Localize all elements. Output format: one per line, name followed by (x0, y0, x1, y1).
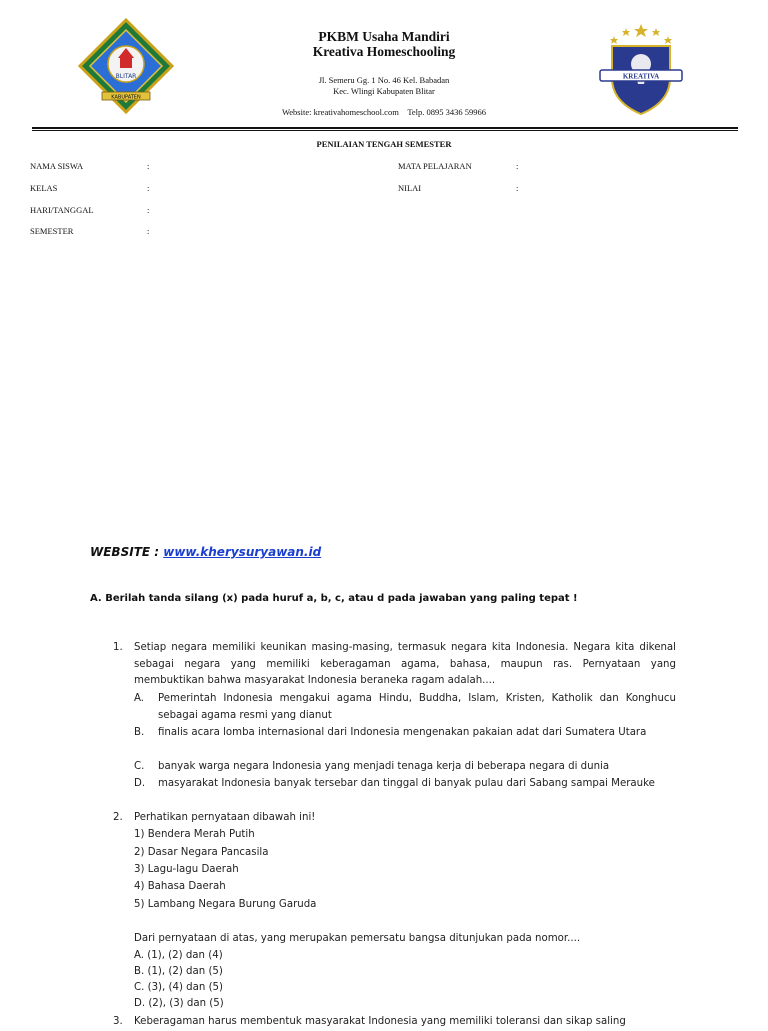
field-colon: : (147, 183, 150, 193)
field-label-kelas: KELAS (30, 183, 58, 193)
option: B. (1), (2) dan (5) (134, 966, 223, 977)
statement-item: 2) Dasar Negara Pancasila (134, 847, 269, 858)
letterhead-website: Website: kreativahomeschool.com (281, 107, 399, 117)
option: A. (1), (2) dan (4) (134, 950, 223, 961)
website-label: WEBSITE : (90, 545, 164, 559)
question-intro: Perhatikan pernyataan dibawah ini! (134, 812, 316, 823)
option-text: Pemerintah Indonesia mengakui agama Hindu, Buddha, Islam, Kristen, Katholik dan Konghucu sebagai agama resmi yang dianut (158, 693, 676, 721)
question-number: 2. (113, 812, 123, 823)
school-name: PKBM Usaha Mandiri (318, 29, 450, 44)
option-text: banyak warga negara Indonesia yang menjadi tenaga kerja di beberapa negara di dunia (158, 761, 610, 772)
exam-title: PENILAIAN TENGAH SEMESTER (316, 139, 452, 149)
field-label-hari-tanggal: HARI/TANGGAL (30, 205, 94, 215)
section-a-instruction: A. Berilah tanda silang (x) pada huruf a, b, c, atau d pada jawaban yang paling tepat ! (90, 593, 578, 604)
field-label-nama-siswa: NAMA SISWA (30, 161, 84, 171)
field-colon: : (147, 226, 150, 236)
question-stem: Setiap negara memiliki keunikan masing-masing, termasuk negara kita Indonesia. Negara kita dikenal sebagai negara yang memiliki keberagaman agama, bahasa, maupun ras. Pernyataan yang membuktikan bahwa masyarakat Indonesia beraneka ragam adalah.... (134, 642, 676, 686)
option-letter: A. (134, 693, 145, 704)
option-text: finalis acara lomba internasional dari Indonesia mengenakan pakaian adat dari Sumatera Utara (158, 727, 647, 738)
field-colon: : (147, 161, 150, 171)
field-label-mata-pelajaran: MATA PELAJARAN (398, 161, 472, 171)
program-name: Kreativa Homeschooling (312, 44, 456, 59)
field-label-nilai: NILAI (398, 183, 422, 193)
option: C. (3), (4) dan (5) (134, 982, 224, 993)
statement-item: 5) Lambang Negara Burung Garuda (134, 899, 317, 910)
address-line-2: Kec. Wlingi Kabupaten Blitar (333, 86, 435, 96)
option-letter: C. (134, 761, 145, 772)
svg-text:KABUPATEN: KABUPATEN (111, 94, 141, 101)
field-colon: : (147, 205, 150, 215)
option-letter: B. (134, 727, 145, 738)
question-number: 3. (113, 1016, 123, 1027)
option: D. (2), (3) dan (5) (134, 998, 224, 1009)
svg-text:KREATIVA: KREATIVA (622, 72, 660, 81)
statement-item: 3) Lagu-lagu Daerah (134, 864, 239, 875)
statement-item: 1) Bendera Merah Putih (134, 829, 255, 840)
statement-item: 4) Bahasa Daerah (134, 881, 226, 892)
field-colon: : (516, 183, 519, 193)
question-stem: Dari pernyataan di atas, yang merupakan pemersatu bangsa ditunjukan pada nomor.... (134, 933, 581, 944)
svg-text:BLITAR: BLITAR (115, 73, 137, 80)
website-link[interactable]: www.kherysuryawan.id (163, 545, 322, 559)
field-label-semester: SEMESTER (30, 226, 74, 236)
option-text: masyarakat Indonesia banyak tersebar dan tinggal di banyak pulau dari Sabang sampai Merauke (158, 778, 655, 789)
field-colon: : (516, 161, 519, 171)
option-letter: D. (134, 778, 146, 789)
question-stem: Keberagaman harus membentuk masyarakat Indonesia yang memiliki toleransi dan sikap saling (134, 1016, 626, 1027)
address-line-1: Jl. Semeru Gg. 1 No. 46 Kel. Babadan (318, 75, 450, 85)
question-number: 1. (113, 642, 123, 653)
letterhead-phone: Telp. 0895 3436 59966 (407, 107, 487, 117)
